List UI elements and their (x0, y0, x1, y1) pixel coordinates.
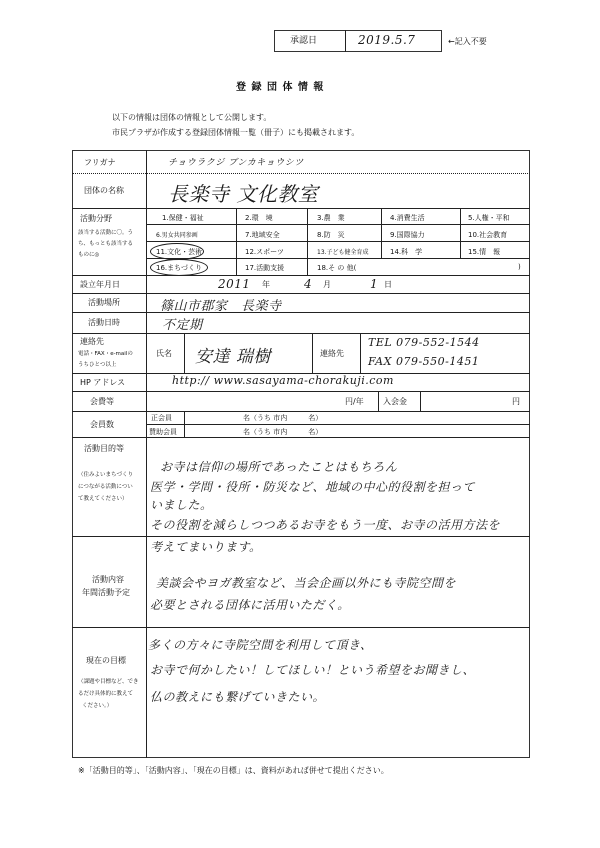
purpose-line-2: 医学・学問・役所・防災など、地域の中心的役割を担って (150, 480, 476, 494)
contact-note-2: うちひとつ以上 (78, 362, 117, 368)
activity-field-note-2: ち、もっとも該当する (78, 241, 134, 247)
founded-day-unit: 日 (384, 280, 392, 289)
activity-field-label: 活動分野 (80, 214, 112, 223)
supporting-member-label: 賛助会員 (149, 428, 177, 436)
founded-year: 2011 (218, 277, 251, 291)
intro-line-1: 以下の情報は団体の情報として公開します。 (112, 113, 272, 122)
goal-note-2: るだけ具体的に教えて (78, 691, 134, 697)
regular-member-label: 正会員 (151, 414, 172, 422)
category-2: 2.環 境 (245, 214, 273, 222)
furigana-label: フリガナ (84, 158, 116, 167)
category-13: 13.子ども健全育成 (317, 249, 369, 256)
category-7: 7.地域安全 (245, 231, 280, 239)
founded-year-unit: 年 (262, 280, 270, 289)
goal-note-3: ください。） (82, 703, 113, 709)
category-15: 15.情 報 (468, 248, 501, 256)
category-3: 3.農 業 (317, 214, 345, 222)
goal-line-1: 多くの方々に寺院空間を利用して頂き、 (148, 638, 373, 652)
content-label-2: 年間活動予定 (82, 588, 130, 597)
category-14: 14.科 学 (390, 248, 423, 256)
contact-label: 連絡先 (80, 337, 104, 346)
purpose-note-2: につながる活動につい (78, 484, 133, 490)
goal-note-1: （課題や目標など、でき (78, 679, 139, 685)
fax-value: FAX 079-550-1451 (368, 355, 480, 368)
members-label: 会員数 (90, 420, 114, 429)
place-value: 篠山市郡家 長楽寺 (160, 299, 282, 314)
datetime-label: 活動日時 (88, 318, 120, 327)
content-label: 活動内容 (92, 575, 124, 584)
category-18-close: ) (518, 263, 521, 271)
activity-field-note-1: 該当する活動に〇。う (78, 230, 134, 236)
purpose-line-3: いました。 (150, 498, 213, 512)
purpose-note-3: て教えてください） (78, 496, 128, 502)
category-8: 8.防 災 (317, 231, 345, 239)
selected-category-11-mark (150, 243, 204, 260)
intro-line-2: 市民プラザが作成する登録団体情報一覧（冊子）にも掲載されます。 (112, 128, 360, 137)
category-4: 4.消費生活 (390, 214, 425, 222)
category-10: 10.社会教育 (468, 231, 508, 239)
page-title: 登 録 団 体 情 報 (236, 82, 325, 93)
furigana-value: チョウラクジ ブンカキョウシツ (168, 158, 304, 168)
approval-date: 2019.5.7 (358, 33, 416, 47)
person-value: 安達 瑞樹 (195, 347, 271, 367)
founded-label: 設立年月日 (80, 280, 120, 289)
selected-category-16-mark (150, 259, 208, 276)
regular-member-count: 名（うち 市内 名） (243, 414, 323, 422)
contact-note-1: 電話・FAX・e-mailの (78, 351, 133, 357)
goal-label: 現在の目標 (86, 656, 126, 665)
fee-unit: 円/年 (345, 397, 364, 406)
purpose-line-4: その役割を減らしつつあるお寺をもう一度、お寺の活用方法を (150, 518, 501, 532)
category-5: 5.人権・平和 (468, 214, 510, 222)
entry-fee-label: 入会金 (383, 397, 407, 406)
fee-label: 会費等 (90, 397, 114, 406)
contact-to-label: 連絡先 (320, 349, 344, 358)
supporting-member-count: 名（うち 市内 名） (243, 428, 323, 436)
content-line-1: 美談会やヨガ教室など、当会企画以外にも寺院空間を (156, 576, 457, 590)
place-label: 活動場所 (88, 298, 120, 307)
name-value: 長楽寺 文化教室 (168, 182, 319, 206)
footer-note: ※「活動目的等」、「活動内容」、「現在の目標」は、資料があれば併せて提出ください。 (78, 766, 389, 775)
goal-line-2: お寺で何かしたい！してほしい！という希望をお聞きし、 (150, 663, 476, 677)
category-11: 11.文化・芸術 (156, 248, 203, 256)
hp-value: http:// www.sasayama-chorakuji.com (172, 374, 394, 387)
purpose-note-1: （住みよいまちづくり (78, 472, 133, 478)
category-16: 16.まちづくり (156, 264, 203, 272)
approval-note: ←記入不要 (448, 37, 487, 46)
founded-month-unit: 月 (323, 280, 331, 289)
activity-field-note-3: ものに◎ (78, 252, 100, 258)
purpose-label: 活動目的等 (84, 444, 124, 453)
approval-label: 承認日 (290, 36, 318, 46)
category-18: 18.そ の 他( (317, 264, 357, 272)
goal-line-3: 仏の教えにも繋げていきたい。 (150, 690, 326, 704)
category-9: 9.国際協力 (390, 231, 425, 239)
purpose-line-1: お寺は信仰の場所であったことはもちろん (160, 460, 398, 474)
founded-month: 4 (304, 277, 313, 291)
founded-day: 1 (370, 277, 379, 291)
content-line-2: 必要とされる団体に活用いただく。 (150, 598, 350, 612)
purpose-line-5: 考えてまいります。 (150, 540, 262, 554)
person-label: 氏名 (156, 349, 172, 358)
category-1: 1.保健・福祉 (162, 214, 204, 222)
datetime-value: 不定期 (162, 318, 203, 333)
tel-value: TEL 079-552-1544 (368, 336, 480, 349)
entry-fee-unit: 円 (512, 397, 520, 406)
category-17: 17.活動支援 (245, 264, 285, 272)
category-12: 12.スポーツ (245, 248, 284, 256)
hp-label: HP アドレス (80, 378, 126, 387)
category-6: 6.男女共同参画 (156, 232, 198, 239)
name-label: 団体の名称 (84, 186, 124, 195)
